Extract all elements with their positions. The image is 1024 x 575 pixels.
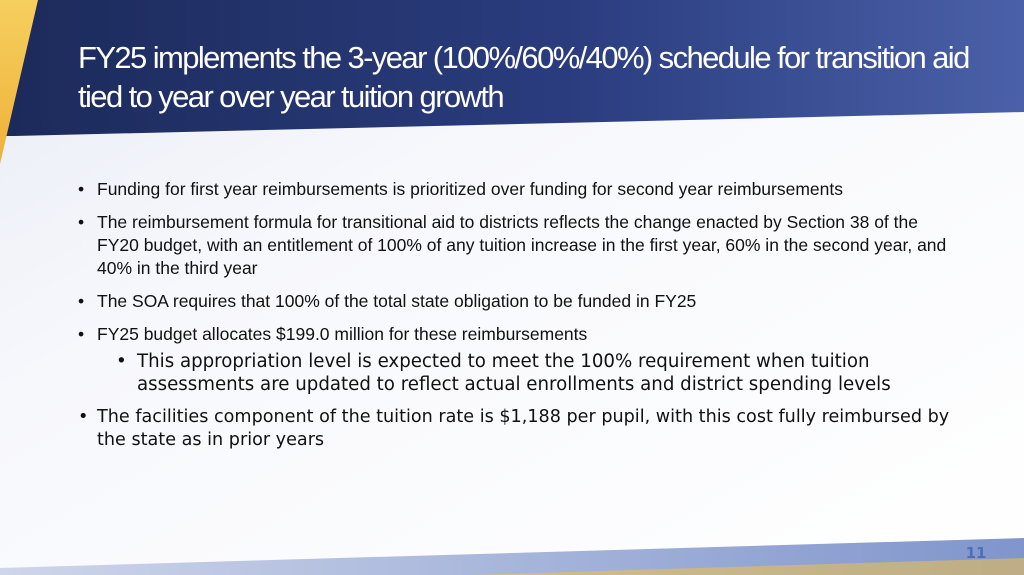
bullet-text: Funding for first year reimbursements is prioritized over funding for second year reimbursements — [97, 179, 844, 199]
bullet-item — [78, 290, 958, 313]
sub-bullet-item — [116, 350, 958, 396]
bullet-dot: • — [78, 291, 85, 311]
bullet-dot: • — [116, 351, 127, 372]
bullet-text: The reimbursement formula for transitional aid to districts reflects the change enacted by Section 38 of the FY20 budget, with an entitlement of 100% of any tuition increase in the first year, 60% in the second year, and 40% in the third year — [97, 212, 947, 278]
bullet-text: FY25 budget allocates $199.0 million for these reimbursements — [97, 324, 588, 344]
slide-title: FY25 implements the 3-year (100%/60%/40%) schedule for transition aid tied to year over year tuition growth — [78, 40, 969, 114]
bullet-text: The facilities component of the tuition rate is $1,188 per pupil, with this cost fully reimbursed by the state as in prior years — [97, 407, 950, 450]
bullet-dot: • — [78, 179, 85, 199]
sub-bullet-list — [97, 350, 958, 396]
bullet-item — [78, 323, 958, 396]
bullet-dot: • — [78, 324, 85, 344]
sub-bullet-text: This appropriation level is expected to meet the 100% requirement when tuition assessments are updated to reflect actual enrollments and district spending levels — [137, 351, 891, 395]
bullet-item — [78, 211, 958, 280]
bullet-dot: • — [78, 407, 89, 427]
page-number: 11 — [965, 544, 987, 562]
bullet-text: The SOA requires that 100% of the total state obligation to be funded in FY25 — [97, 291, 697, 311]
bullet-dot: • — [78, 212, 85, 232]
bullet-item — [78, 406, 958, 452]
bullet-item — [78, 178, 958, 201]
bullet-list — [78, 178, 958, 462]
